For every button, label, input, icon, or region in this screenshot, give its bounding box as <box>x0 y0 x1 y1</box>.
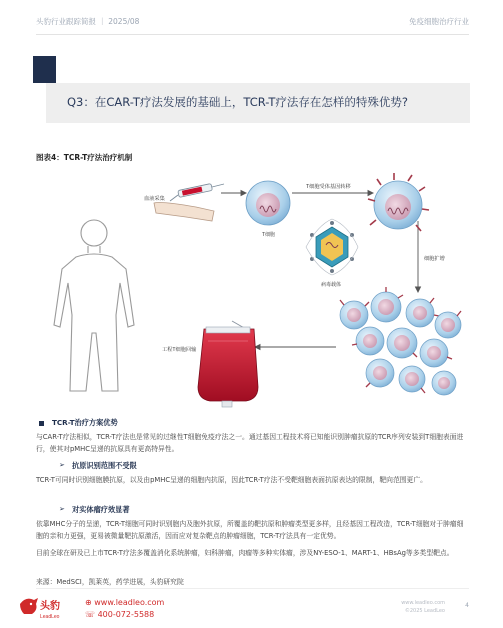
footer-right-url: www.leadleo.com <box>401 600 445 606</box>
label-reinfuse: 工程T细胞回输 <box>162 347 197 353</box>
header-divider <box>36 34 469 35</box>
leopard-logo-icon <box>18 594 78 622</box>
globe-icon: ⊕ <box>85 598 92 607</box>
label-expand: 细胞扩增 <box>424 256 445 262</box>
header-left: 头豹行业跟踪简报 ｜ 2025/08 <box>36 17 140 26</box>
footer-website-text: www.leadleo.com <box>94 598 165 607</box>
mechanism-illustration <box>36 165 468 413</box>
label-transfer: T细胞受体基因转移 <box>306 184 351 190</box>
page-number: 4 <box>465 602 469 609</box>
question-title: Q3：在CAR-T疗法发展的基础上，TCR-T疗法存在怎样的特殊优势? <box>67 95 409 109</box>
arrow-bullet-icon: ➢ <box>59 461 65 469</box>
label-blood: 血液采集 <box>144 196 165 202</box>
expanded-t-cells-cluster <box>340 287 461 395</box>
human-body-outline <box>54 220 134 391</box>
question-accent <box>33 56 56 83</box>
figure-caption: 图表4：TCR-T疗法治疗机制 <box>36 153 133 162</box>
section-title-solid-tumor: 对实体瘤疗效显著 <box>72 505 130 514</box>
infusion-bag-icon <box>198 321 258 407</box>
logo-en-text: LeadLeo <box>40 614 60 620</box>
arrow-bullet-icon: ➢ <box>59 505 65 513</box>
label-tcell: T细胞 <box>262 232 276 238</box>
leadleo-logo <box>18 594 78 622</box>
paragraph-1: 与CAR-T疗法相似，TCR-T疗法也是常见的过继性T细胞免疫疗法之一。通过基因工程技术将已知能识别肿瘤抗原的TCR序列安装到T细胞表面进行，使其对pMHC呈递的抗原具有更高特异性。 <box>36 433 464 453</box>
footer-website-link[interactable] <box>85 598 164 607</box>
tcr-t-mechanism-figure <box>36 165 468 413</box>
section-title-antigen: 抗原识别范围不受限 <box>72 461 137 470</box>
logo-cn-text: 头豹 <box>40 601 60 612</box>
viral-vector-icon <box>306 219 358 275</box>
section-title-advantages: TCR-T治疗方案优势 <box>52 418 118 427</box>
paragraph-3: 依靠MHC分子的呈递，TCR-T细胞可同时识别胞内及胞外抗原，所覆盖的靶抗原和肿瘤类型更多样，且经基因工程改造，TCR-T细胞对于肿瘤细胞的亲和力更强，更易被微量靶抗原激活，因而应对复杂靶点的肿瘤细胞，TCR-T疗法具有一定优势。 <box>36 520 464 540</box>
paragraph-2: TCR-T可同时识别细胞膜抗原，以及由pMHC呈递的细胞内抗原，因此TCR-T疗法不受靶细胞表面抗原表达的限制，靶向范围更广。 <box>36 476 427 484</box>
footer-divider <box>36 588 469 589</box>
phone-icon: ☏ <box>85 610 96 619</box>
header-right: 免疫细胞治疗行业 <box>409 17 469 26</box>
label-vector: 病毒载体 <box>321 282 342 288</box>
section-bullet-square <box>39 421 44 426</box>
footer-phone <box>85 610 154 619</box>
footer-copyright: ©2025 LeadLeo <box>404 608 445 614</box>
t-cell-icon <box>246 181 290 225</box>
paragraph-4: 目前全球在研及已上市TCR-T疗法多覆盖消化系统肿瘤，妇科肿瘤，肉瘤等多种实体瘤，涉及NY-ESO-1、MART-1、HBsAg等多类型靶点。 <box>36 549 454 557</box>
footer-phone-text: 400-072-5588 <box>97 610 155 619</box>
arm-syringe-icon <box>154 184 224 221</box>
source-note: 来源：MedSCI，凯莱英，药学进展，头豹研究院 <box>36 578 184 586</box>
engineered-t-cell-icon <box>368 173 429 231</box>
